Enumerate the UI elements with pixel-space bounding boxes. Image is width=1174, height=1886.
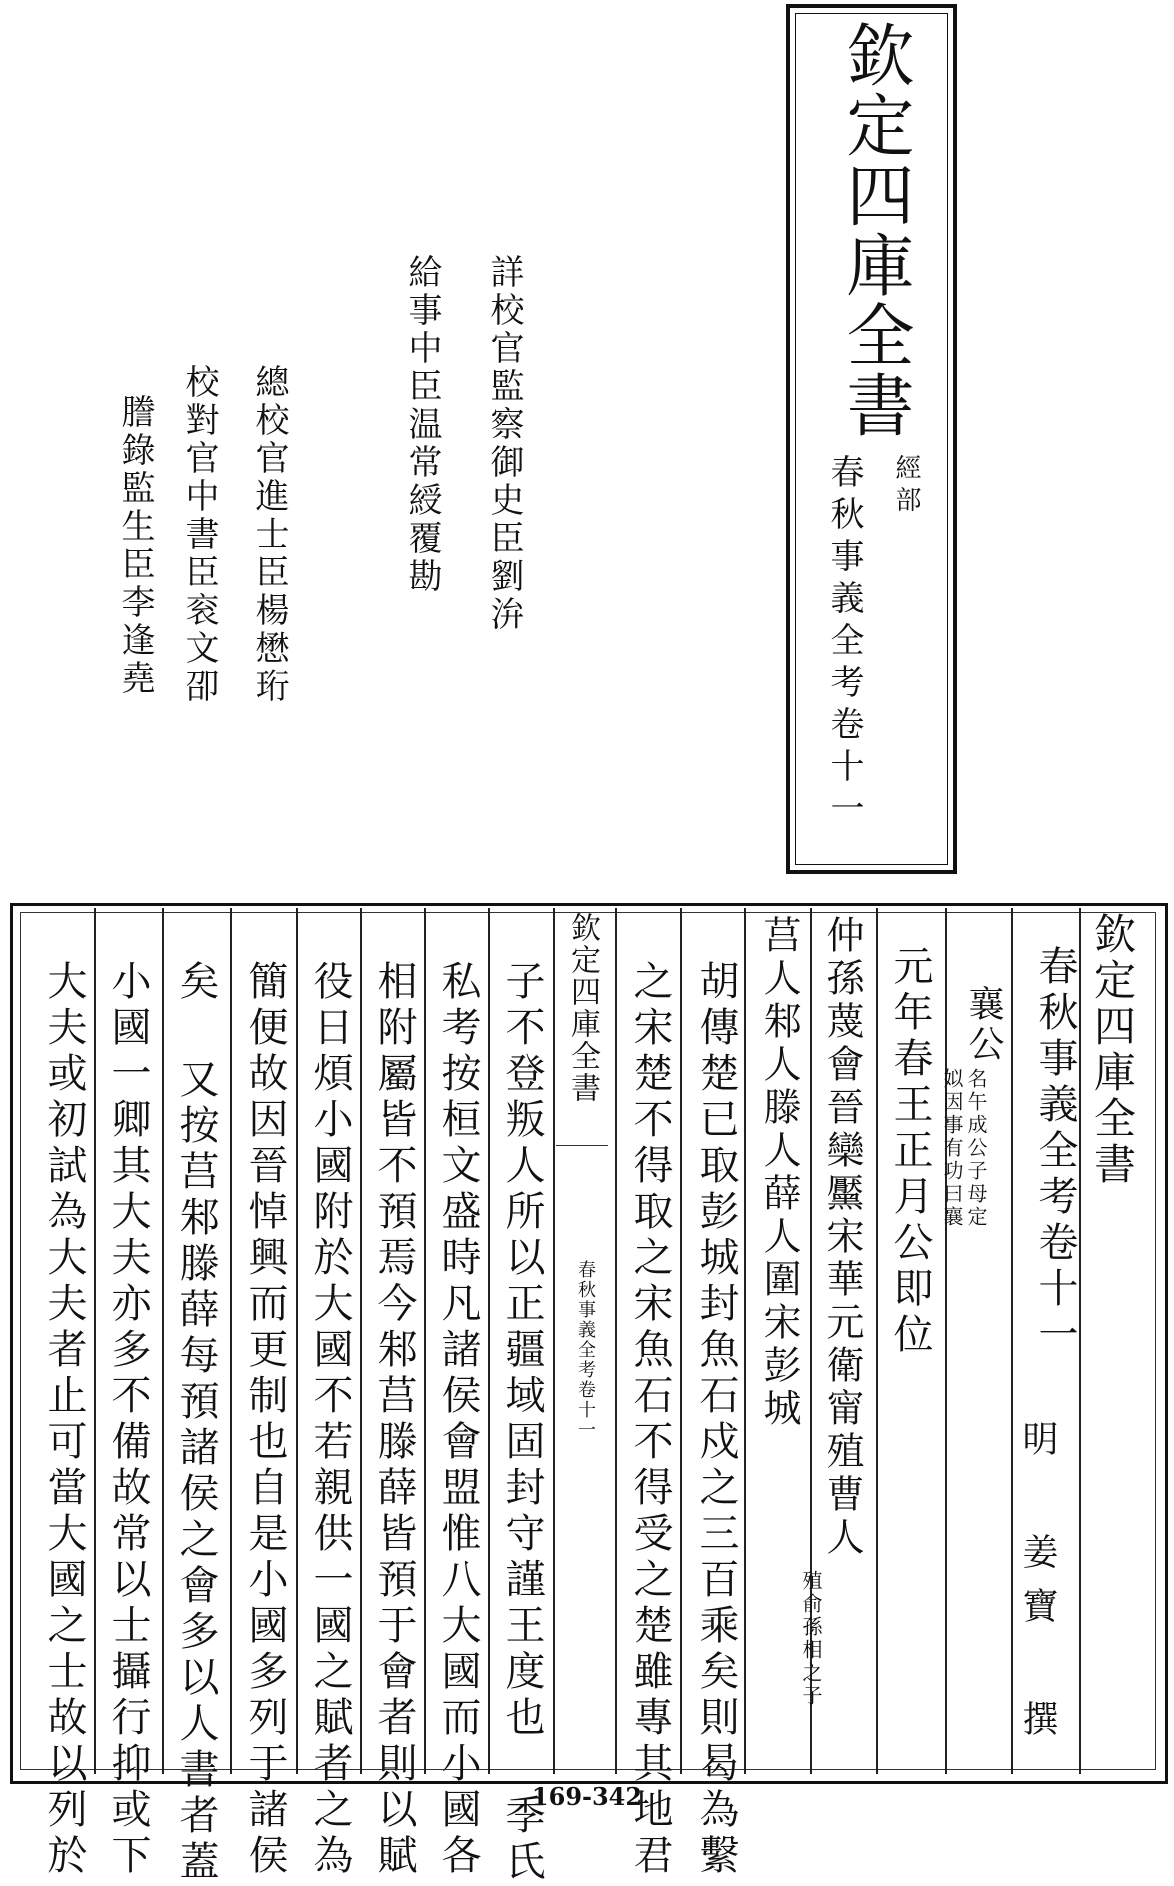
credit-line: 總校官進士臣楊懋珩 [249,364,289,706]
column-rule [424,908,426,1774]
text-column: 役日煩小國附於大國不若親供一國之賦者之為 [307,960,353,1880]
column-rule [945,908,947,1774]
column-rule [876,908,878,1774]
main-title: 欽定四庫全書 [835,20,914,440]
header-collection-title: 欽定四庫全書 [1088,912,1137,1188]
text-column: 矣 又按莒邾滕薛每預諸侯之會多以人書者蓋 [173,960,219,1886]
fold-mark [556,1145,608,1146]
text-column: 大夫或初試為大夫者止可當大國之士故以列於 [41,960,87,1880]
text-column: 小國一卿其大夫亦多不備故常以士攝行抑或下 [105,960,151,1880]
text-column: 相附屬皆不預焉今邾莒滕薛皆預于會者則以賦 [371,960,417,1880]
column-rule [680,908,682,1774]
text-column: 簡便故因晉悼興而更制也自是小國多列于諸侯 [242,960,288,1880]
author-label: 明 姜寶 撰 [1017,1420,1058,1754]
running-volume: 春秋事義全考卷十一 [575,1260,596,1440]
text-column: 仲孫蔑會晉欒黶宋華元衛甯殖曹人 [820,915,864,1560]
credit-line: 謄錄監生臣李逢堯 [115,394,155,698]
text-column: 之宋楚不得取之宋魚石不得受之楚雖專其地君 [627,960,673,1880]
chapter-note: 姒因事有功曰襄 [940,1068,964,1229]
running-title: 欽定四庫全書 [565,912,600,1104]
page-number: 169-342 [531,1782,643,1811]
text-column: 胡傳楚已取彭城封魚石戍之三百乘矣則曷為繫 [693,960,739,1880]
chapter-note: 名午成公子母定 [964,1068,988,1229]
text-column: 莒人邾人滕人薛人圍宋彭城 [757,915,801,1431]
column-rule [296,908,298,1774]
column-rule [553,908,555,1774]
text-column: 元年春王正月公即位 [887,945,933,1359]
volume-title: 春秋事義全考卷十一 [824,454,864,832]
text-column: 子不登叛人所以正疆域固封守謹王度也 季氏 [499,960,545,1886]
annotation-note: 殖俞孫相之子 [799,1570,823,1708]
column-rule [94,908,96,1774]
text-column: 私考按桓文盛時凡諸侯會盟惟八大國而小國各 [435,960,481,1880]
column-rule [230,908,232,1774]
header-volume-title: 春秋事義全考卷十一 [1032,945,1078,1359]
column-rule [360,908,362,1774]
chapter-heading: 襄公 [963,985,1004,1065]
credit-line: 詳校官監察御史臣劉㳎 [484,254,524,634]
column-rule [615,908,617,1774]
credit-line: 給事中臣温常綬覆勘 [402,254,442,596]
column-rule [488,908,490,1774]
category-label: 經部 [891,454,921,518]
credit-line: 校對官中書臣衮文卲 [179,364,219,706]
column-rule [162,908,164,1774]
